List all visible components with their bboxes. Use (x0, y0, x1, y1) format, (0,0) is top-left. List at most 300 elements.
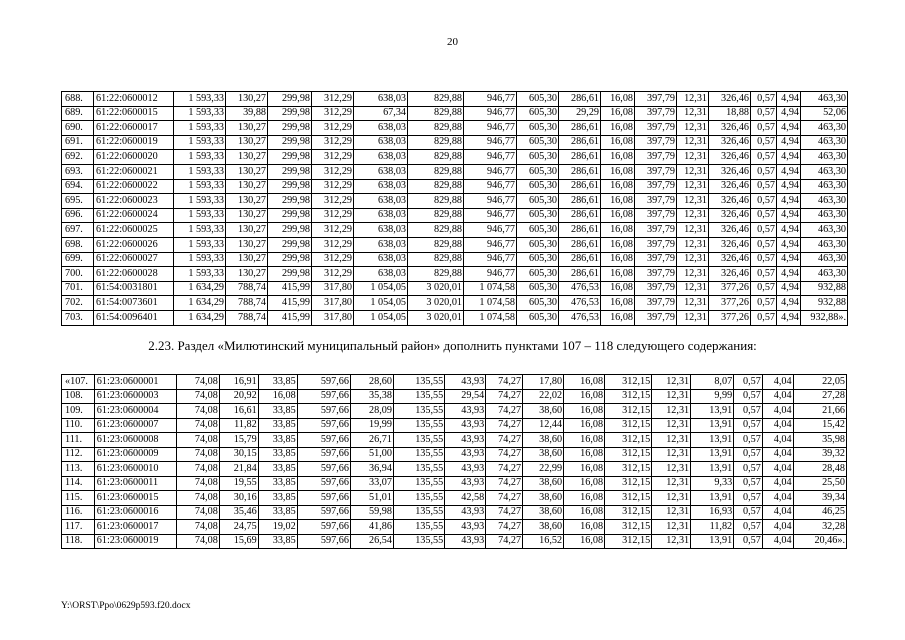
value-cell: 43,93 (445, 534, 486, 549)
value-cell: 605,30 (517, 208, 559, 223)
value-cell: 33,85 (258, 375, 297, 390)
value-cell: 130,27 (226, 208, 268, 223)
value-cell: 1 593,33 (174, 208, 226, 223)
table-row (62, 462, 847, 477)
value-cell: 33,85 (258, 433, 297, 448)
value-cell: 18,88 (709, 106, 751, 121)
value-cell: 326,46 (709, 252, 751, 267)
value-cell: 605,30 (517, 135, 559, 150)
value-cell: 605,30 (517, 92, 559, 107)
value-cell: 299,98 (268, 150, 312, 165)
value-cell: 11,82 (219, 418, 258, 433)
value-cell: 74,08 (176, 534, 219, 549)
value-cell: 16,08 (601, 106, 635, 121)
value-cell: 605,30 (517, 164, 559, 179)
value-cell: 0,57 (734, 520, 763, 535)
table-row (62, 106, 848, 121)
value-cell: 0,57 (751, 121, 777, 136)
value-cell: 638,03 (354, 179, 408, 194)
row-number-cell: 113. (62, 462, 95, 477)
value-cell: 397,79 (635, 150, 677, 165)
value-cell: 397,79 (635, 223, 677, 238)
value-cell: 932,88 (801, 296, 848, 311)
value-cell: 299,98 (268, 135, 312, 150)
value-cell: 21,84 (219, 462, 258, 477)
value-cell: 1 593,33 (174, 164, 226, 179)
value-cell: 19,55 (219, 476, 258, 491)
value-cell: 1 593,33 (174, 237, 226, 252)
cadastral-number-cell: 61:54:0073601 (94, 296, 174, 311)
cadastral-number-cell: 61:22:0600019 (94, 135, 174, 150)
row-number-cell: 117. (62, 520, 95, 535)
value-cell: 0,57 (751, 92, 777, 107)
value-cell: 35,38 (350, 389, 393, 404)
value-cell: 829,88 (408, 150, 464, 165)
value-cell: 12,31 (677, 252, 709, 267)
value-cell: 12,31 (677, 179, 709, 194)
table-row (62, 194, 848, 209)
value-cell: 38,60 (523, 433, 564, 448)
value-cell: 16,08 (601, 237, 635, 252)
value-cell: 597,66 (297, 375, 350, 390)
row-number-cell: 698. (62, 237, 94, 252)
value-cell: 312,29 (312, 252, 354, 267)
value-cell: 605,30 (517, 194, 559, 209)
value-cell: 28,60 (350, 375, 393, 390)
value-cell: 463,30 (801, 135, 848, 150)
value-cell: 22,99 (523, 462, 564, 477)
value-cell: 43,93 (445, 520, 486, 535)
value-cell: 16,08 (601, 310, 635, 325)
value-cell: 638,03 (354, 164, 408, 179)
value-cell: 377,26 (709, 296, 751, 311)
value-cell: 4,04 (762, 534, 793, 549)
value-cell: 4,04 (762, 418, 793, 433)
value-cell: 597,66 (297, 418, 350, 433)
value-cell: 8,07 (691, 375, 734, 390)
value-cell: 829,88 (408, 223, 464, 238)
value-cell: 299,98 (268, 121, 312, 136)
row-number-cell: 114. (62, 476, 95, 491)
table-row (62, 404, 847, 419)
value-cell: 4,94 (777, 237, 801, 252)
value-cell: 415,99 (268, 296, 312, 311)
cadastral-rates-table-1 (61, 91, 848, 326)
value-cell: 16,08 (601, 135, 635, 150)
value-cell: 74,27 (486, 389, 523, 404)
value-cell: 4,94 (777, 135, 801, 150)
table-row (62, 447, 847, 462)
value-cell: 4,94 (777, 252, 801, 267)
value-cell: 16,08 (601, 208, 635, 223)
value-cell: 16,08 (601, 223, 635, 238)
value-cell: 312,29 (312, 135, 354, 150)
value-cell: 12,31 (652, 534, 691, 549)
cadastral-number-cell: 61:23:0600016 (94, 505, 176, 520)
value-cell: 16,08 (601, 267, 635, 282)
value-cell: 605,30 (517, 179, 559, 194)
value-cell: 0,57 (751, 223, 777, 238)
value-cell: 12,31 (652, 375, 691, 390)
value-cell: 0,57 (751, 150, 777, 165)
cadastral-number-cell: 61:23:0600003 (94, 389, 176, 404)
value-cell: 312,29 (312, 208, 354, 223)
value-cell: 597,66 (297, 433, 350, 448)
value-cell: 26,54 (350, 534, 393, 549)
row-number-cell: 702. (62, 296, 94, 311)
value-cell: 38,60 (523, 520, 564, 535)
value-cell: 74,27 (486, 404, 523, 419)
value-cell: 0,57 (751, 164, 777, 179)
value-cell: 12,31 (677, 92, 709, 107)
value-cell: 74,27 (486, 447, 523, 462)
value-cell: 130,27 (226, 121, 268, 136)
value-cell: 597,66 (297, 462, 350, 477)
value-cell: 74,08 (176, 476, 219, 491)
value-cell: 1 634,29 (174, 281, 226, 296)
cadastral-number-cell: 61:23:0600008 (94, 433, 176, 448)
value-cell: 946,77 (464, 208, 517, 223)
value-cell: 0,57 (751, 296, 777, 311)
value-cell: 1 593,33 (174, 92, 226, 107)
value-cell: 932,88 (801, 281, 848, 296)
value-cell: 74,08 (176, 404, 219, 419)
value-cell: 317,80 (312, 310, 354, 325)
value-cell: 638,03 (354, 267, 408, 282)
cadastral-number-cell: 61:23:0600010 (94, 462, 176, 477)
cadastral-number-cell: 61:23:0600001 (94, 375, 176, 390)
value-cell: 946,77 (464, 252, 517, 267)
value-cell: 13,91 (691, 404, 734, 419)
value-cell: 286,61 (559, 135, 601, 150)
value-cell: 286,61 (559, 267, 601, 282)
value-cell: 476,53 (559, 296, 601, 311)
value-cell: 788,74 (226, 296, 268, 311)
value-cell: 946,77 (464, 194, 517, 209)
value-cell: 312,29 (312, 179, 354, 194)
value-cell: 16,52 (523, 534, 564, 549)
value-cell: 13,91 (691, 534, 734, 549)
value-cell: 299,98 (268, 194, 312, 209)
value-cell: 0,57 (734, 447, 763, 462)
value-cell: 1 593,33 (174, 252, 226, 267)
value-cell: 30,15 (219, 447, 258, 462)
value-cell: 829,88 (408, 164, 464, 179)
value-cell: 12,31 (677, 281, 709, 296)
value-cell: 946,77 (464, 223, 517, 238)
cadastral-number-cell: 61:22:0600020 (94, 150, 174, 165)
value-cell: 788,74 (226, 281, 268, 296)
value-cell: 16,08 (601, 281, 635, 296)
table-row (62, 92, 848, 107)
value-cell: 43,93 (445, 433, 486, 448)
value-cell: 0,57 (751, 267, 777, 282)
value-cell: 43,93 (445, 375, 486, 390)
value-cell: 829,88 (408, 252, 464, 267)
value-cell: 9,99 (691, 389, 734, 404)
value-cell: 38,60 (523, 447, 564, 462)
value-cell: 463,30 (801, 237, 848, 252)
value-cell: 312,29 (312, 150, 354, 165)
value-cell: 463,30 (801, 164, 848, 179)
value-cell: 33,85 (258, 404, 297, 419)
value-cell: 463,30 (801, 121, 848, 136)
table-row (62, 150, 848, 165)
row-number-cell: 690. (62, 121, 94, 136)
row-number-cell: 108. (62, 389, 95, 404)
value-cell: 946,77 (464, 135, 517, 150)
value-cell: 0,57 (751, 106, 777, 121)
value-cell: 946,77 (464, 179, 517, 194)
value-cell: 1 593,33 (174, 267, 226, 282)
value-cell: 33,07 (350, 476, 393, 491)
row-number-cell: 111. (62, 433, 95, 448)
value-cell: 463,30 (801, 179, 848, 194)
value-cell: 135,55 (393, 534, 444, 549)
value-cell: 0,57 (751, 237, 777, 252)
row-number-cell: 689. (62, 106, 94, 121)
value-cell: 286,61 (559, 179, 601, 194)
cadastral-number-cell: 61:23:0600017 (94, 520, 176, 535)
value-cell: 12,31 (677, 135, 709, 150)
row-number-cell: 688. (62, 92, 94, 107)
value-cell: 299,98 (268, 267, 312, 282)
value-cell: 1 593,33 (174, 179, 226, 194)
value-cell: 74,27 (486, 418, 523, 433)
value-cell: 4,04 (762, 520, 793, 535)
value-cell: 597,66 (297, 404, 350, 419)
value-cell: 463,30 (801, 150, 848, 165)
value-cell: 1 593,33 (174, 150, 226, 165)
value-cell: 312,15 (605, 476, 652, 491)
value-cell: 16,08 (601, 179, 635, 194)
value-cell: 597,66 (297, 505, 350, 520)
value-cell: 0,57 (734, 404, 763, 419)
value-cell: 17,80 (523, 375, 564, 390)
value-cell: 12,31 (652, 447, 691, 462)
value-cell: 130,27 (226, 252, 268, 267)
value-cell: 135,55 (393, 375, 444, 390)
value-cell: 33,85 (258, 505, 297, 520)
value-cell: 463,30 (801, 267, 848, 282)
value-cell: 4,94 (777, 164, 801, 179)
value-cell: 38,60 (523, 491, 564, 506)
row-number-cell: 110. (62, 418, 95, 433)
value-cell: 12,31 (652, 389, 691, 404)
row-number-cell: 112. (62, 447, 95, 462)
value-cell: 1 634,29 (174, 296, 226, 311)
value-cell: 16,08 (601, 121, 635, 136)
value-cell: 15,79 (219, 433, 258, 448)
value-cell: 4,04 (762, 462, 793, 477)
value-cell: 4,94 (777, 208, 801, 223)
value-cell: 1 634,29 (174, 310, 226, 325)
value-cell: 4,04 (762, 404, 793, 419)
value-cell: 74,08 (176, 375, 219, 390)
value-cell: 74,27 (486, 375, 523, 390)
value-cell: 16,08 (601, 164, 635, 179)
value-cell: 43,93 (445, 462, 486, 477)
value-cell: 74,08 (176, 462, 219, 477)
value-cell: 4,04 (762, 389, 793, 404)
row-number-cell: 701. (62, 281, 94, 296)
cadastral-number-cell: 61:22:0600021 (94, 164, 174, 179)
value-cell: 946,77 (464, 92, 517, 107)
value-cell: 638,03 (354, 237, 408, 252)
table-row (62, 505, 847, 520)
value-cell: 4,04 (762, 447, 793, 462)
value-cell: 74,27 (486, 491, 523, 506)
value-cell: 4,94 (777, 296, 801, 311)
value-cell: 597,66 (297, 447, 350, 462)
row-number-cell: 693. (62, 164, 94, 179)
value-cell: 12,31 (677, 267, 709, 282)
value-cell: 16,08 (564, 491, 605, 506)
value-cell: 20,46». (793, 534, 846, 549)
value-cell: 16,08 (258, 389, 297, 404)
value-cell: 597,66 (297, 534, 350, 549)
value-cell: 326,46 (709, 121, 751, 136)
value-cell: 397,79 (635, 267, 677, 282)
value-cell: 74,08 (176, 418, 219, 433)
value-cell: 463,30 (801, 252, 848, 267)
value-cell: 605,30 (517, 121, 559, 136)
value-cell: 36,94 (350, 462, 393, 477)
value-cell: 22,05 (793, 375, 846, 390)
value-cell: 605,30 (517, 106, 559, 121)
value-cell: 130,27 (226, 194, 268, 209)
value-cell: 4,94 (777, 106, 801, 121)
value-cell: 312,15 (605, 375, 652, 390)
cadastral-number-cell: 61:23:0600019 (94, 534, 176, 549)
value-cell: 9,33 (691, 476, 734, 491)
table-row (62, 237, 848, 252)
value-cell: 299,98 (268, 179, 312, 194)
value-cell: 286,61 (559, 208, 601, 223)
value-cell: 397,79 (635, 194, 677, 209)
value-cell: 32,28 (793, 520, 846, 535)
value-cell: 52,06 (801, 106, 848, 121)
row-number-cell: 700. (62, 267, 94, 282)
value-cell: 12,31 (677, 296, 709, 311)
value-cell: 638,03 (354, 194, 408, 209)
row-number-cell: 109. (62, 404, 95, 419)
cadastral-number-cell: 61:23:0600015 (94, 491, 176, 506)
value-cell: 38,60 (523, 505, 564, 520)
value-cell: 16,08 (564, 375, 605, 390)
row-number-cell: 695. (62, 194, 94, 209)
value-cell: 4,94 (777, 179, 801, 194)
value-cell: 788,74 (226, 310, 268, 325)
table-row (62, 433, 847, 448)
value-cell: 286,61 (559, 121, 601, 136)
value-cell: 51,00 (350, 447, 393, 462)
value-cell: 0,57 (734, 505, 763, 520)
value-cell: 312,29 (312, 92, 354, 107)
value-cell: 28,48 (793, 462, 846, 477)
value-cell: 377,26 (709, 310, 751, 325)
value-cell: 605,30 (517, 252, 559, 267)
value-cell: 605,30 (517, 223, 559, 238)
value-cell: 12,31 (652, 462, 691, 477)
value-cell: 135,55 (393, 476, 444, 491)
value-cell: 829,88 (408, 194, 464, 209)
value-cell: 829,88 (408, 208, 464, 223)
value-cell: 130,27 (226, 164, 268, 179)
value-cell: 16,08 (601, 92, 635, 107)
value-cell: 35,46 (219, 505, 258, 520)
value-cell: 135,55 (393, 433, 444, 448)
value-cell: 299,98 (268, 164, 312, 179)
table-row (62, 296, 848, 311)
value-cell: 397,79 (635, 121, 677, 136)
value-cell: 12,31 (652, 433, 691, 448)
value-cell: 638,03 (354, 252, 408, 267)
value-cell: 312,15 (605, 505, 652, 520)
cadastral-number-cell: 61:22:0600027 (94, 252, 174, 267)
value-cell: 1 054,05 (354, 310, 408, 325)
value-cell: 317,80 (312, 281, 354, 296)
value-cell: 4,94 (777, 223, 801, 238)
value-cell: 312,15 (605, 433, 652, 448)
value-cell: 397,79 (635, 92, 677, 107)
value-cell: 0,57 (734, 375, 763, 390)
value-cell: 312,29 (312, 237, 354, 252)
value-cell: 16,08 (564, 418, 605, 433)
value-cell: 27,28 (793, 389, 846, 404)
value-cell: 21,66 (793, 404, 846, 419)
value-cell: 12,31 (677, 150, 709, 165)
value-cell: 326,46 (709, 267, 751, 282)
value-cell: 0,57 (734, 462, 763, 477)
value-cell: 605,30 (517, 267, 559, 282)
value-cell: 286,61 (559, 164, 601, 179)
value-cell: 312,29 (312, 106, 354, 121)
value-cell: 15,69 (219, 534, 258, 549)
value-cell: 74,08 (176, 505, 219, 520)
value-cell: 74,08 (176, 447, 219, 462)
value-cell: 16,08 (564, 433, 605, 448)
value-cell: 46,25 (793, 505, 846, 520)
value-cell: 0,57 (751, 252, 777, 267)
value-cell: 397,79 (635, 164, 677, 179)
value-cell: 312,15 (605, 389, 652, 404)
value-cell: 605,30 (517, 237, 559, 252)
table-row (62, 389, 847, 404)
value-cell: 0,57 (751, 135, 777, 150)
value-cell: 43,93 (445, 418, 486, 433)
value-cell: 397,79 (635, 296, 677, 311)
value-cell: 377,26 (709, 281, 751, 296)
value-cell: 312,29 (312, 267, 354, 282)
value-cell: 4,94 (777, 150, 801, 165)
value-cell: 312,15 (605, 462, 652, 477)
value-cell: 16,08 (564, 520, 605, 535)
value-cell: 16,08 (601, 252, 635, 267)
value-cell: 946,77 (464, 237, 517, 252)
value-cell: 326,46 (709, 208, 751, 223)
value-cell: 38,60 (523, 476, 564, 491)
row-number-cell: 703. (62, 310, 94, 325)
value-cell: 638,03 (354, 92, 408, 107)
value-cell: 22,02 (523, 389, 564, 404)
value-cell: 39,32 (793, 447, 846, 462)
cadastral-rates-table-2 (61, 374, 847, 549)
value-cell: 12,31 (652, 491, 691, 506)
value-cell: 326,46 (709, 135, 751, 150)
cadastral-number-cell: 61:54:0096401 (94, 310, 174, 325)
value-cell: 317,80 (312, 296, 354, 311)
